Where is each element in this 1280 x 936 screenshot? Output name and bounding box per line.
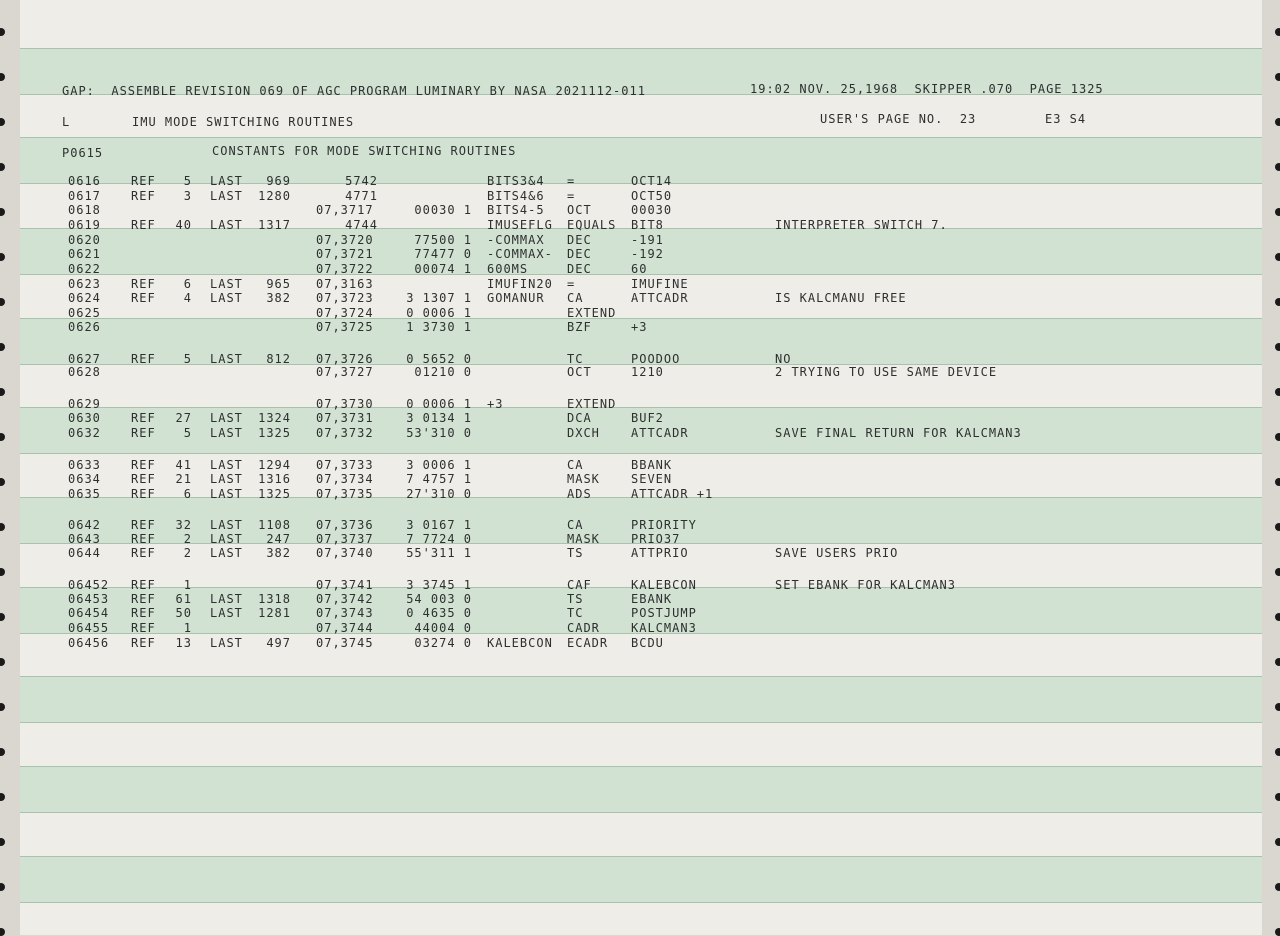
row-last-tag: LAST xyxy=(210,487,243,501)
row-address: 07,3721 xyxy=(316,247,374,261)
feed-hole xyxy=(0,478,5,486)
feed-hole xyxy=(1275,28,1280,36)
row-octal-word: 77477 0 xyxy=(414,247,472,261)
row-octal-word: 7 4757 1 xyxy=(406,472,472,486)
row-opcode: MASK xyxy=(567,532,600,546)
feed-hole xyxy=(1275,478,1280,486)
row-ref-count: 6 xyxy=(183,277,192,291)
feed-hole xyxy=(0,748,5,756)
row-address: 07,3741 xyxy=(316,578,374,592)
row-last-page: 382 xyxy=(266,546,291,560)
row-last-page: 1280 xyxy=(258,189,291,203)
row-address: 07,3725 xyxy=(316,320,374,334)
row-line-number: 0627 xyxy=(68,352,101,366)
row-ref-tag: REF xyxy=(131,532,156,546)
row-opcode: DEC xyxy=(567,233,592,247)
row-line-number: 06455 xyxy=(68,621,110,635)
feed-hole xyxy=(1275,883,1280,891)
row-last-page: 1325 xyxy=(258,487,291,501)
row-operand: IMUFINE xyxy=(631,277,689,291)
row-symbol-label: KALEBCON xyxy=(487,636,553,650)
row-address: 07,3717 xyxy=(316,203,374,217)
row-operand: BIT8 xyxy=(631,218,664,232)
row-octal-word: 3 3745 1 xyxy=(406,578,472,592)
row-operand: OCT50 xyxy=(631,189,673,203)
row-opcode: MASK xyxy=(567,472,600,486)
feed-hole xyxy=(1275,253,1280,261)
feed-hole xyxy=(0,523,5,531)
row-operand: -191 xyxy=(631,233,664,247)
row-opcode: CAF xyxy=(567,578,592,592)
row-address: 07,3727 xyxy=(316,365,374,379)
routine-title: IMU MODE SWITCHING ROUTINES xyxy=(132,115,355,129)
row-ref-count: 32 xyxy=(175,518,192,532)
row-last-page: 1108 xyxy=(258,518,291,532)
row-address: 07,3744 xyxy=(316,621,374,635)
row-symbol-label: -COMMAX- xyxy=(487,247,553,261)
feed-hole xyxy=(1275,838,1280,846)
feed-hole xyxy=(0,118,5,126)
row-octal-word: 01210 0 xyxy=(414,365,472,379)
row-operand: PRIO37 xyxy=(631,532,681,546)
row-symbol-label: +3 xyxy=(487,397,504,411)
row-line-number: 0625 xyxy=(68,306,101,320)
row-last-page: 1324 xyxy=(258,411,291,425)
row-ref-count: 5 xyxy=(183,174,192,188)
feed-hole xyxy=(1275,703,1280,711)
row-ref-tag: REF xyxy=(131,487,156,501)
row-ref-tag: REF xyxy=(131,291,156,305)
feed-hole xyxy=(0,838,5,846)
row-operand: POSTJUMP xyxy=(631,606,697,620)
feed-hole xyxy=(0,793,5,801)
row-opcode: DCA xyxy=(567,411,592,425)
row-line-number: 06454 xyxy=(68,606,110,620)
row-last-tag: LAST xyxy=(210,458,243,472)
row-octal-word: 44004 0 xyxy=(414,621,472,635)
row-last-tag: LAST xyxy=(210,426,243,440)
row-symbol-label: IMUFIN20 xyxy=(487,277,553,291)
row-last-tag: LAST xyxy=(210,592,243,606)
row-operand: KALCMAN3 xyxy=(631,621,697,635)
row-address: 07,3735 xyxy=(316,487,374,501)
row-opcode: CA xyxy=(567,291,584,305)
row-last-page: 965 xyxy=(266,277,291,291)
row-last-page: 247 xyxy=(266,532,291,546)
row-last-page: 812 xyxy=(266,352,291,366)
row-line-number: 0624 xyxy=(68,291,101,305)
row-opcode: OCT xyxy=(567,203,592,217)
row-ref-tag: REF xyxy=(131,189,156,203)
row-last-tag: LAST xyxy=(210,411,243,425)
row-ref-tag: REF xyxy=(131,426,156,440)
row-ref-count: 41 xyxy=(175,458,192,472)
row-opcode: DXCH xyxy=(567,426,600,440)
bank-code: E3 S4 xyxy=(1045,112,1087,126)
row-last-tag: LAST xyxy=(210,277,243,291)
row-last-page: 1318 xyxy=(258,592,291,606)
row-ref-count: 6 xyxy=(183,487,192,501)
feed-hole xyxy=(0,568,5,576)
row-line-number: 0617 xyxy=(68,189,101,203)
row-operand: ATTCADR xyxy=(631,426,689,440)
row-opcode: BZF xyxy=(567,320,592,334)
row-octal-word: 1 3730 1 xyxy=(406,320,472,334)
feed-hole xyxy=(1275,298,1280,306)
feed-hole xyxy=(1275,658,1280,666)
row-octal-word: 54 003 0 xyxy=(406,592,472,606)
feed-hole xyxy=(0,613,5,621)
row-operand: BBANK xyxy=(631,458,673,472)
row-ref-count: 27 xyxy=(175,411,192,425)
row-symbol-label: IMUSEFLG xyxy=(487,218,553,232)
feed-hole xyxy=(0,73,5,81)
feed-hole xyxy=(1275,388,1280,396)
row-operand: PRIORITY xyxy=(631,518,697,532)
feed-hole xyxy=(1275,748,1280,756)
row-ref-count: 13 xyxy=(175,636,192,650)
feed-hole xyxy=(1275,163,1280,171)
row-ref-tag: REF xyxy=(131,174,156,188)
row-ref-count: 2 xyxy=(183,532,192,546)
row-last-tag: LAST xyxy=(210,518,243,532)
row-octal-word: 03274 0 xyxy=(414,636,472,650)
row-line-number: 0618 xyxy=(68,203,101,217)
feed-hole xyxy=(1275,793,1280,801)
row-operand: -192 xyxy=(631,247,664,261)
row-last-tag: LAST xyxy=(210,218,243,232)
row-symbol-label: BITS4-5 xyxy=(487,203,545,217)
row-line-number: 0629 xyxy=(68,397,101,411)
row-line-number: 0643 xyxy=(68,532,101,546)
row-ref-tag: REF xyxy=(131,518,156,532)
row-line-number: 0628 xyxy=(68,365,101,379)
row-opcode: CADR xyxy=(567,621,600,635)
row-octal-word: 00074 1 xyxy=(414,262,472,276)
row-line-number: 0630 xyxy=(68,411,101,425)
row-line-number: 0619 xyxy=(68,218,101,232)
row-address: 07,3740 xyxy=(316,546,374,560)
row-octal-word: 27'310 0 xyxy=(406,487,472,501)
feed-hole xyxy=(0,163,5,171)
row-octal-word: 7 7724 0 xyxy=(406,532,472,546)
feed-hole xyxy=(1275,343,1280,351)
row-operand: KALEBCON xyxy=(631,578,697,592)
row-last-tag: LAST xyxy=(210,352,243,366)
row-octal-word: 3 0167 1 xyxy=(406,518,472,532)
feed-hole xyxy=(0,208,5,216)
row-address: 5742 xyxy=(345,174,378,188)
row-address: 07,3724 xyxy=(316,306,374,320)
feed-hole xyxy=(1275,433,1280,441)
green-bar xyxy=(20,856,1262,903)
row-last-page: 1294 xyxy=(258,458,291,472)
row-operand: BUF2 xyxy=(631,411,664,425)
row-ref-tag: REF xyxy=(131,606,156,620)
row-opcode: EXTEND xyxy=(567,306,617,320)
row-last-page: 1281 xyxy=(258,606,291,620)
row-opcode: EXTEND xyxy=(567,397,617,411)
row-octal-word: 00030 1 xyxy=(414,203,472,217)
feed-hole xyxy=(0,703,5,711)
feed-hole xyxy=(0,343,5,351)
feed-hole xyxy=(1275,208,1280,216)
row-last-tag: LAST xyxy=(210,636,243,650)
row-ref-tag: REF xyxy=(131,592,156,606)
feed-hole xyxy=(0,883,5,891)
page-reference: P0615 xyxy=(62,146,104,160)
row-address: 07,3734 xyxy=(316,472,374,486)
header-timestamp: 19:02 NOV. 25,1968 SKIPPER .070 PAGE 1325 xyxy=(750,82,1104,96)
row-line-number: 0642 xyxy=(68,518,101,532)
row-ref-tag: REF xyxy=(131,218,156,232)
row-comment: 2 TRYING TO USE SAME DEVICE xyxy=(775,365,998,379)
feed-hole xyxy=(1275,568,1280,576)
row-ref-count: 50 xyxy=(175,606,192,620)
row-address: 07,3742 xyxy=(316,592,374,606)
row-line-number: 06452 xyxy=(68,578,110,592)
row-address: 07,3730 xyxy=(316,397,374,411)
row-address: 07,3736 xyxy=(316,518,374,532)
row-octal-word: 77500 1 xyxy=(414,233,472,247)
green-bar xyxy=(20,766,1262,813)
feed-hole xyxy=(1275,523,1280,531)
row-operand: +3 xyxy=(631,320,648,334)
row-opcode: ADS xyxy=(567,487,592,501)
row-symbol-label: GOMANUR xyxy=(487,291,545,305)
feed-hole xyxy=(0,388,5,396)
feed-hole xyxy=(1275,118,1280,126)
row-last-page: 382 xyxy=(266,291,291,305)
row-ref-count: 5 xyxy=(183,352,192,366)
row-line-number: 06456 xyxy=(68,636,110,650)
row-line-number: 0635 xyxy=(68,487,101,501)
row-ref-tag: REF xyxy=(131,578,156,592)
row-opcode: CA xyxy=(567,458,584,472)
row-ref-tag: REF xyxy=(131,352,156,366)
row-address: 07,3731 xyxy=(316,411,374,425)
row-operand: BCDU xyxy=(631,636,664,650)
row-line-number: 0634 xyxy=(68,472,101,486)
row-ref-count: 1 xyxy=(183,621,192,635)
row-address: 07,3745 xyxy=(316,636,374,650)
row-last-tag: LAST xyxy=(210,532,243,546)
row-ref-tag: REF xyxy=(131,636,156,650)
row-ref-count: 21 xyxy=(175,472,192,486)
row-ref-count: 2 xyxy=(183,546,192,560)
row-address: 07,3723 xyxy=(316,291,374,305)
row-octal-word: 3 1307 1 xyxy=(406,291,472,305)
row-address: 07,3733 xyxy=(316,458,374,472)
row-octal-word: 55'311 1 xyxy=(406,546,472,560)
row-opcode: TS xyxy=(567,592,584,606)
row-last-page: 497 xyxy=(266,636,291,650)
row-ref-count: 5 xyxy=(183,426,192,440)
row-operand: SEVEN xyxy=(631,472,673,486)
feed-hole xyxy=(0,298,5,306)
row-line-number: 0632 xyxy=(68,426,101,440)
row-line-number: 0622 xyxy=(68,262,101,276)
row-octal-word: 0 5652 0 xyxy=(406,352,472,366)
row-last-tag: LAST xyxy=(210,291,243,305)
row-opcode: = xyxy=(567,277,576,291)
feed-hole xyxy=(0,28,5,36)
row-line-number: 0621 xyxy=(68,247,101,261)
row-opcode: OCT xyxy=(567,365,592,379)
row-operand: ATTPRIO xyxy=(631,546,689,560)
row-comment: INTERPRETER SWITCH 7. xyxy=(775,218,948,232)
row-last-page: 1316 xyxy=(258,472,291,486)
row-last-page: 969 xyxy=(266,174,291,188)
row-ref-tag: REF xyxy=(131,621,156,635)
row-ref-tag: REF xyxy=(131,277,156,291)
feed-hole xyxy=(0,658,5,666)
row-ref-tag: REF xyxy=(131,472,156,486)
row-opcode: = xyxy=(567,189,576,203)
row-last-page: 1325 xyxy=(258,426,291,440)
row-opcode: TC xyxy=(567,606,584,620)
row-address: 07,3720 xyxy=(316,233,374,247)
row-symbol-label: BITS3&4 xyxy=(487,174,545,188)
row-address: 07,3722 xyxy=(316,262,374,276)
row-opcode: TS xyxy=(567,546,584,560)
row-address: 07,3732 xyxy=(316,426,374,440)
row-address: 07,3737 xyxy=(316,532,374,546)
row-ref-count: 1 xyxy=(183,578,192,592)
row-operand: 1210 xyxy=(631,365,664,379)
row-operand: POODOO xyxy=(631,352,681,366)
row-octal-word: 0 4635 0 xyxy=(406,606,472,620)
section-title: CONSTANTS FOR MODE SWITCHING ROUTINES xyxy=(212,144,517,158)
green-bar xyxy=(20,676,1262,723)
row-operand: OCT14 xyxy=(631,174,673,188)
row-octal-word: 53'310 0 xyxy=(406,426,472,440)
row-opcode: CA xyxy=(567,518,584,532)
row-octal-word: 3 0134 1 xyxy=(406,411,472,425)
feed-hole xyxy=(0,433,5,441)
row-symbol-label: -COMMAX xyxy=(487,233,545,247)
row-ref-tag: REF xyxy=(131,546,156,560)
row-opcode: ECADR xyxy=(567,636,609,650)
row-symbol-label: 600MS xyxy=(487,262,529,276)
row-last-tag: LAST xyxy=(210,546,243,560)
row-line-number: 0633 xyxy=(68,458,101,472)
row-last-page: 1317 xyxy=(258,218,291,232)
row-last-tag: LAST xyxy=(210,174,243,188)
feed-hole xyxy=(1275,613,1280,621)
feed-hole xyxy=(0,253,5,261)
row-address: 07,3743 xyxy=(316,606,374,620)
row-address: 07,3163 xyxy=(316,277,374,291)
row-opcode: EQUALS xyxy=(567,218,617,232)
row-octal-word: 0 0006 1 xyxy=(406,397,472,411)
row-opcode: DEC xyxy=(567,247,592,261)
row-ref-count: 3 xyxy=(183,189,192,203)
row-line-number: 0644 xyxy=(68,546,101,560)
row-ref-count: 4 xyxy=(183,291,192,305)
row-line-number: 0620 xyxy=(68,233,101,247)
row-line-number: 0623 xyxy=(68,277,101,291)
row-address: 4744 xyxy=(345,218,378,232)
row-comment: SAVE USERS PRIO xyxy=(775,546,899,560)
row-opcode: = xyxy=(567,174,576,188)
row-ref-count: 61 xyxy=(175,592,192,606)
row-line-number: 06453 xyxy=(68,592,110,606)
row-operand: 00030 xyxy=(631,203,673,217)
row-ref-tag: REF xyxy=(131,458,156,472)
row-ref-tag: REF xyxy=(131,411,156,425)
header-title: GAP: ASSEMBLE REVISION 069 OF AGC PROGRAM LUMINARY BY NASA 2021112-011 xyxy=(62,84,646,98)
row-last-tag: LAST xyxy=(210,606,243,620)
row-symbol-label: BITS4&6 xyxy=(487,189,545,203)
listing-marker: L xyxy=(62,115,71,129)
row-address: 07,3726 xyxy=(316,352,374,366)
row-last-tag: LAST xyxy=(210,189,243,203)
feed-hole xyxy=(1275,73,1280,81)
row-comment: NO xyxy=(775,352,792,366)
row-last-tag: LAST xyxy=(210,472,243,486)
row-ref-count: 40 xyxy=(175,218,192,232)
row-operand: EBANK xyxy=(631,592,673,606)
row-octal-word: 3 0006 1 xyxy=(406,458,472,472)
row-address: 4771 xyxy=(345,189,378,203)
users-page-number: USER'S PAGE NO. 23 xyxy=(820,112,977,126)
row-operand: ATTCADR +1 xyxy=(631,487,714,501)
row-opcode: DEC xyxy=(567,262,592,276)
row-operand: 60 xyxy=(631,262,648,276)
row-comment: IS KALCMANU FREE xyxy=(775,291,907,305)
row-octal-word: 0 0006 1 xyxy=(406,306,472,320)
row-line-number: 0616 xyxy=(68,174,101,188)
row-line-number: 0626 xyxy=(68,320,101,334)
row-comment: SAVE FINAL RETURN FOR KALCMAN3 xyxy=(775,426,1022,440)
row-opcode: TC xyxy=(567,352,584,366)
row-comment: SET EBANK FOR KALCMAN3 xyxy=(775,578,956,592)
row-operand: ATTCADR xyxy=(631,291,689,305)
